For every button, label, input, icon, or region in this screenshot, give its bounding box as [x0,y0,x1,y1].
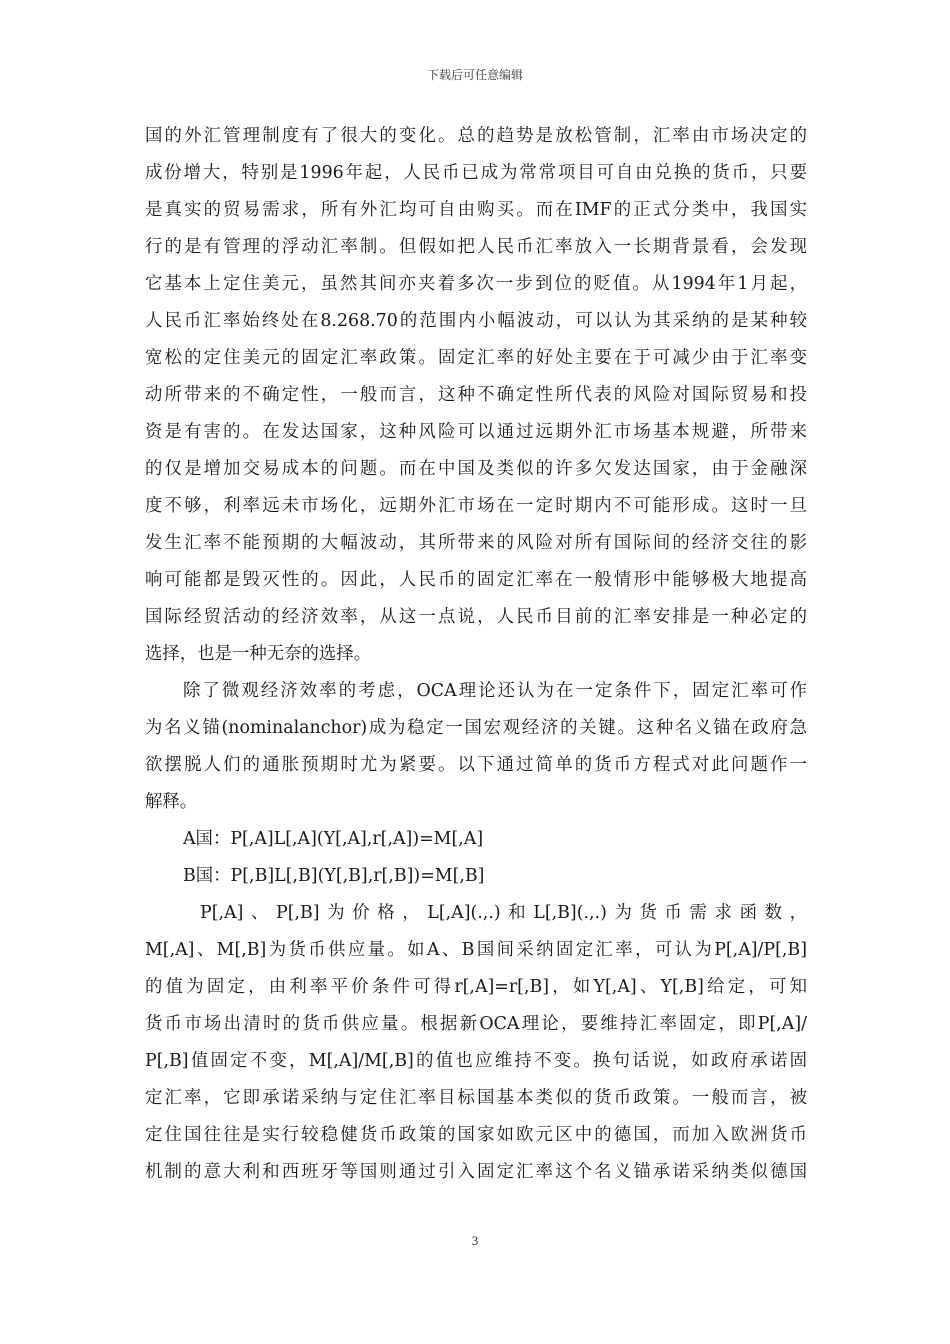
text-line: 宽松的定住美元的固定汇率政策。固定汇率的好处主要在于可减少由于汇率变 [145,348,807,368]
text-line: 为名义锚(nominalanchor)成为稳定一国宏观经济的关键。这种名义锚在政府急 [145,718,807,738]
text-line: 选择，也是一种无奈的选择。 [145,644,372,664]
text-line: P[,A]、P[,B]为价格，L[,A](.,.)和L[,B](.,.)为货币需求函数， [200,903,807,923]
text-line: 机制的意大利和西班牙等国则通过引入固定汇率这个名义锚承诺采纳类似德国 [145,1162,807,1182]
text-line: 是真实的贸易需求，所有外汇均可自由购买。而在IMF的正式分类中，我国实 [145,200,807,220]
text-line: 解释。 [145,792,198,812]
text-line: 响可能都是毁灭性的。因此，人民币的固定汇率在一般情形中能够极大地提高 [145,570,807,590]
text-line: 定住国往往是实行较稳健货币政策的国家如欧元区中的德国，而加入欧洲货币 [145,1125,807,1145]
text-line: 度不够，利率远未市场化，远期外汇市场在一定时期内不可能形成。这时一旦 [145,496,807,516]
text-line: 的值为固定，由利率平价条件可得r[,A]=r[,B]，如Y[,A]、Y[,B]给定，可知 [145,977,807,997]
text-line: 发生汇率不能预期的大幅波动，其所带来的风险对所有国际间的经济交往的影 [145,533,807,553]
page-number: 3 [471,1233,479,1248]
equation-line: B国：P[,B]L[,B](Y[,B],r[,B])=M[,B] [183,866,485,886]
equation-line: A国：P[,A]L[,A](Y[,A],r[,A])=M[,A] [183,829,484,849]
text-line: 成份增大，特别是1996年起，人民币已成为常常项目可自由兑换的货币，只要 [145,163,807,183]
text-line: P[,B]值固定不变，M[,A]/M[,B]的值也应维持不变。换句话说，如政府承诺固 [145,1051,807,1071]
text-line: 人民币汇率始终处在8.268.70的范围内小幅波动，可以认为其采纳的是某种较 [145,311,807,331]
text-line: 它基本上定住美元，虽然其间亦夹着多次一步到位的贬值。从1994年1月起， [145,274,807,294]
text-line: 货币市场出清时的货币供应量。根据新OCA理论，要维持汇率固定，即P[,A]/ [145,1014,807,1034]
text-line: 的仅是增加交易成本的问题。而在中国及类似的许多欠发达国家，由于金融深 [145,459,807,479]
text-line: 行的是有管理的浮动汇率制。但假如把人民币汇率放入一长期背景看，会发现 [145,237,807,257]
page-header: 下载后可任意编辑 [426,68,523,82]
text-line: 欲摆脱人们的通胀预期时尤为紧要。以下通过简单的货币方程式对此问题作一 [145,755,807,775]
text-line: 国际经贸活动的经济效率，从这一点说，人民币目前的汇率安排是一种必定的 [145,607,807,627]
text-line: 动所带来的不确定性，一般而言，这种不确定性所代表的风险对国际贸易和投 [145,385,807,405]
text-line: 除了微观经济效率的考虑，OCA理论还认为在一定条件下，固定汇率可作 [183,681,807,701]
document-body [145,118,807,1191]
text-line: 资是有害的。在发达国家，这种风险可以通过远期外汇市场基本规避，所带来 [145,422,807,442]
text-line: 定汇率，它即承诺采纳与定住汇率目标国基本类似的货币政策。一般而言，被 [145,1088,807,1108]
text-line: 国的外汇管理制度有了很大的变化。总的趋势是放松管制，汇率由市场决定的 [145,126,807,146]
text-line: M[,A]、M[,B]为货币供应量。如A、B国间采纳固定汇率，可认为P[,A]/P[,B] [145,940,807,960]
